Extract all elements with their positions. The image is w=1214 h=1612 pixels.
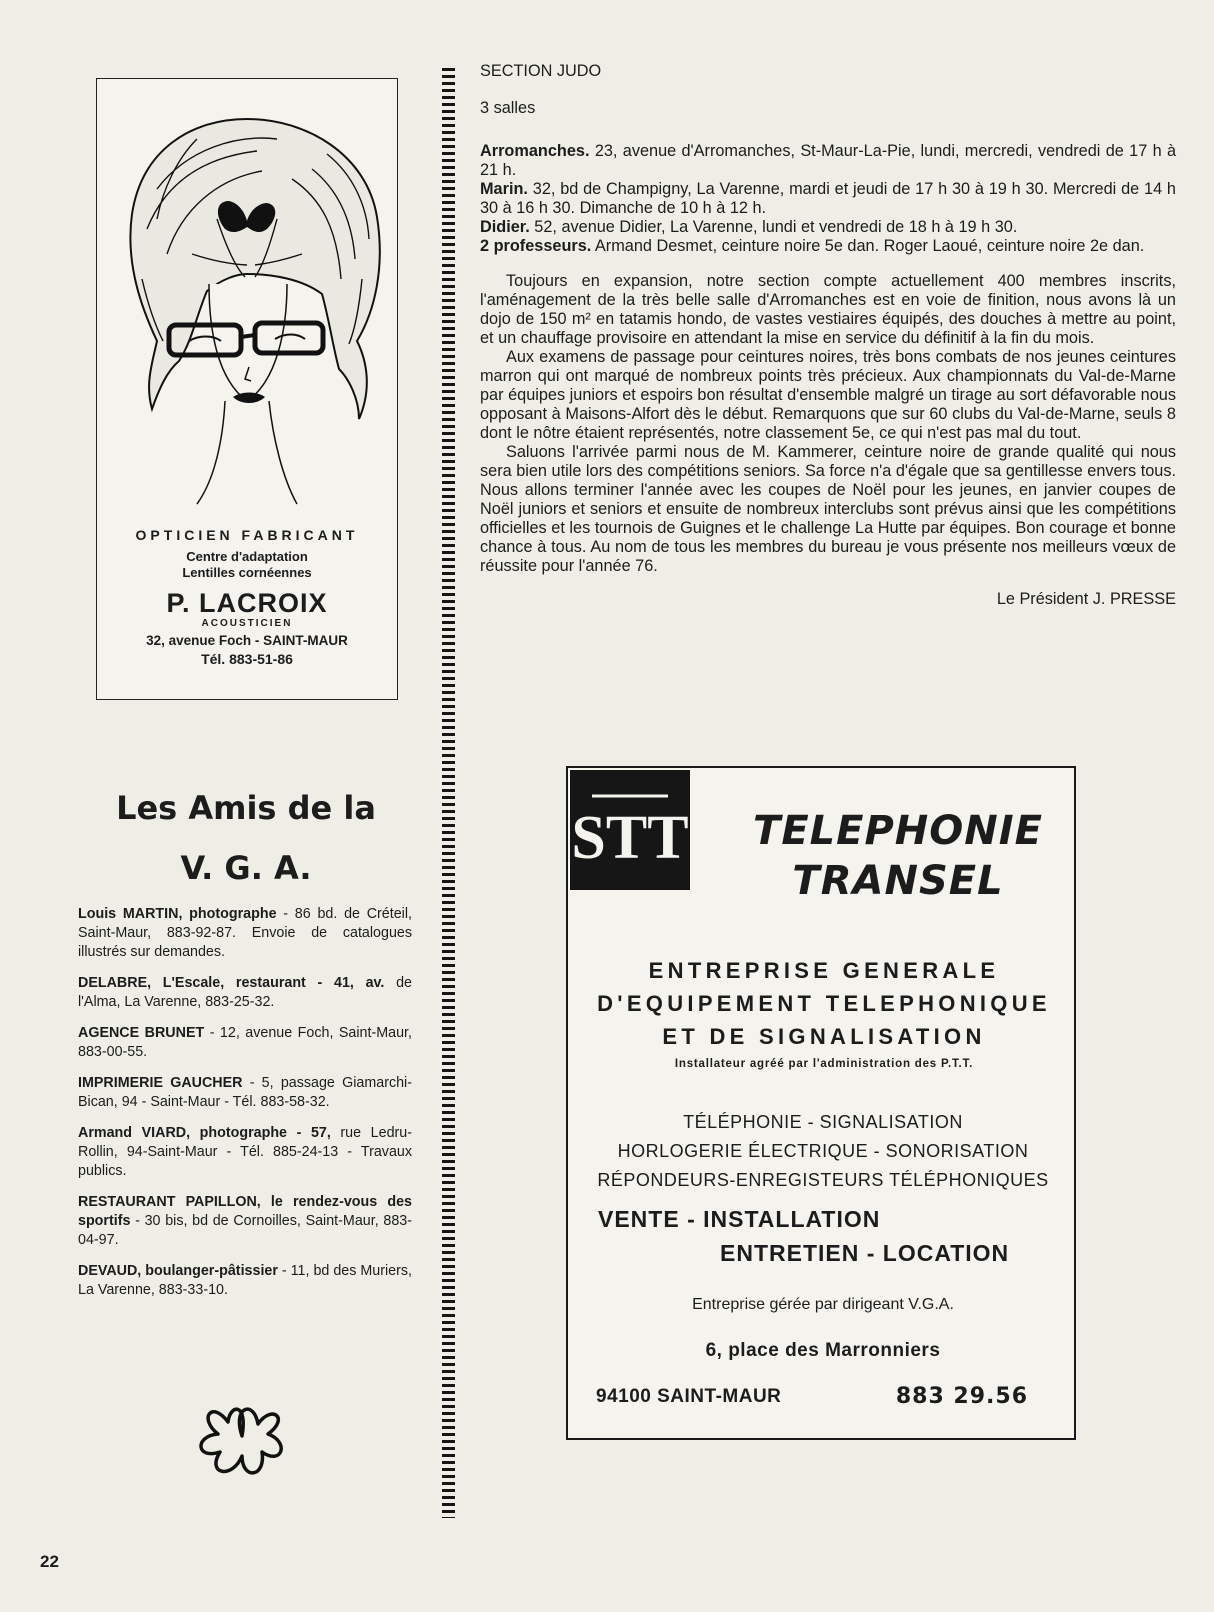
stt-city: 94100 SAINT-MAUR <box>596 1386 782 1407</box>
amis-entry <box>78 905 412 962</box>
amis-entry <box>78 1074 412 1112</box>
dashed-divider <box>442 68 455 1518</box>
stt-installateur: Installateur agréé par l'administration des P.T.T. <box>674 1058 974 1070</box>
optician-title: OPTICIEN FABRICANT <box>135 527 359 543</box>
stt-vente-line2: ENTRETIEN - LOCATION <box>720 1240 1010 1266</box>
amis-entry <box>78 1262 412 1300</box>
amis-entry-name: DELABRE, L'Escale, restaurant - 41, av. <box>78 975 385 991</box>
judo-venues <box>480 142 1176 256</box>
stt-ad <box>566 766 1076 1440</box>
amis-entry-name: Armand VIARD, photographe - 57, <box>78 1125 331 1141</box>
amis-entry-text: de l'Alma, La Varenne, 883-25-32. <box>78 975 412 1010</box>
judo-venue <box>480 180 1176 218</box>
judo-paragraphs <box>480 272 1176 576</box>
svg-text:STT: STT <box>571 804 689 872</box>
amis-entry-text: - 12, avenue Foch, Saint-Maur, 883-00-55. <box>78 1025 412 1060</box>
stt-service-line: HORLOGERIE ÉLECTRIQUE - SONORISATION <box>617 1141 1029 1161</box>
stt-logo <box>570 770 690 890</box>
judo-signature: Le Président J. PRESSE <box>996 590 1176 608</box>
stt-phone: 883 29.56 <box>895 1384 1028 1409</box>
judo-venue <box>480 218 1176 237</box>
judo-heading: SECTION JUDO <box>480 62 602 80</box>
amis-entry <box>78 1124 412 1181</box>
amis-entry-name: DEVAUD, boulanger-pâtissier <box>78 1263 278 1279</box>
judo-venue-text: Armand Desmet, ceinture noire 5e dan. Roger Laoué, ceinture noire 2e dan. <box>591 237 1145 255</box>
amis-title-line2: V. G. A. <box>180 849 312 887</box>
amis-title <box>60 782 432 894</box>
judo-paragraph: Saluons l'arrivée parmi nous de M. Kammerer, ceinture noire de grande qualité qui nous sera bien utile lors des compétitions seniors. Sa force n'a d'égale que sa gentillesse envers tous. Nous allons terminer l'année avec les coupes de Noël pour les jeunes, en janvier coupes de Noël juniors et seniors et ensuite de nombreux interclubs sont prévus ainsi que les compétitions officielles et les tournois de Guignes et le challenge La Hutte par équipes. Bon courage et bonne chance à tous. Au nom de tous les membres du bureau je vous présente nos meilleurs vœux de réussite pour l'année 76. <box>480 443 1176 575</box>
optician-name: P. LACROIX <box>166 588 328 618</box>
stt-geree: Entreprise gérée par dirigeant V.G.A. <box>692 1296 954 1313</box>
stt-services <box>578 1108 1068 1195</box>
judo-venue-name: Marin. <box>480 180 528 198</box>
stt-entreprise-line: ENTREPRISE GENERALE <box>648 958 1000 983</box>
judo-salles: 3 salles <box>480 99 536 117</box>
stt-title-line1: TELEPHONIE <box>753 808 1043 854</box>
stt-vente-line1: VENTE - INSTALLATION <box>598 1206 881 1232</box>
judo-section <box>480 62 1176 609</box>
judo-venue-name: Arromanches. <box>480 142 590 160</box>
amis-entry-name: AGENCE BRUNET <box>78 1025 205 1041</box>
amis-entry-name: IMPRIMERIE GAUCHER <box>78 1075 243 1091</box>
stt-title-line2: TRANSEL <box>792 858 1004 904</box>
page-number: 22 <box>40 1552 59 1571</box>
amis-list <box>78 905 412 1312</box>
judo-venue-text: 23, avenue d'Arromanches, St-Maur-La-Pie, lundi, mercredi, vendredi de 17 h à 21 h. <box>480 142 1176 179</box>
amis-entry-text: - 86 bd. de Créteil, Saint-Maur, 883-92-87. Envoie de catalogues illustrés sur demandes. <box>78 906 412 960</box>
judo-venue <box>480 142 1176 180</box>
optician-role: ACOUSTICIEN <box>201 618 293 629</box>
amis-entry <box>78 1024 412 1062</box>
judo-venue-text: 52, avenue Didier, La Varenne, lundi et vendredi de 18 h à 19 h 30. <box>529 218 1018 236</box>
stt-entreprise-line: D'EQUIPEMENT TELEPHONIQUE <box>597 991 1051 1016</box>
optician-line2: Lentilles cornéennes <box>182 565 312 580</box>
amis-entry-text: - 5, passage Giamarchi-Bican, 94 - Saint-Maur - Tél. 883-58-32. <box>78 1075 412 1110</box>
optician-phone: Tél. 883-51-86 <box>201 651 293 667</box>
stt-entreprise-line: ET DE SIGNALISATION <box>662 1024 986 1049</box>
optician-address: 32, avenue Foch - SAINT-MAUR <box>146 633 348 648</box>
amis-entry-text: - 11, bd des Muriers, La Varenne, 883-33-10. <box>78 1263 412 1298</box>
amis-entry-text: rue Ledru-Rollin, 94-Saint-Maur - Tél. 885-24-13 - Travaux publics. <box>78 1125 412 1179</box>
optician-ad <box>96 78 398 700</box>
judo-venue-text: 32, bd de Champigny, La Varenne, mardi et jeudi de 17 h 30 à 19 h 30. Mercredi de 14 h 30 à 16 h 30. Dimanche de 10 h à 12 h. <box>480 180 1176 217</box>
judo-paragraph: Toujours en expansion, notre section compte actuellement 400 membres inscrits, l'aménagement de la très belle salle d'Arromanches est en voie de finition, nous avons là un dojo de 150 m² en tatamis hondo, de vastes vestiaires équipés, des douches à mettre au point, et un chauffage provisoire en attendant la mise en service du définitif à la fin du mois. <box>480 272 1176 347</box>
amis-entry-text: - 30 bis, bd de Cornoilles, Saint-Maur, 883-04-97. <box>78 1213 412 1248</box>
stt-entreprise <box>596 954 1052 1053</box>
woman-illustration <box>97 79 397 519</box>
judo-venue <box>480 237 1176 256</box>
flower-icon <box>192 1396 292 1486</box>
amis-title-line1: Les Amis de la <box>116 789 376 827</box>
stt-service-line: RÉPONDEURS-ENREGISTEURS TÉLÉPHONIQUES <box>597 1170 1049 1190</box>
judo-venue-name: 2 professeurs. <box>480 237 592 255</box>
stt-logo-icon <box>570 770 690 890</box>
optician-line1: Centre d'adaptation <box>186 549 308 564</box>
stt-vente <box>598 1202 1058 1270</box>
stt-title <box>738 806 1058 906</box>
stt-service-line: TÉLÉPHONIE - SIGNALISATION <box>683 1112 963 1132</box>
amis-entry <box>78 974 412 1012</box>
amis-entry-name: RESTAURANT PAPILLON, le rendez-vous des sportifs <box>78 1194 412 1229</box>
stt-address: 6, place des Marronniers <box>705 1340 941 1361</box>
judo-venue-name: Didier. <box>480 218 530 236</box>
amis-entry-name: Louis MARTIN, photographe <box>78 906 277 922</box>
judo-paragraph: Aux examens de passage pour ceintures noires, très bons combats de nos jeunes ceintures marron qui ont marqué de nombreux points très précieux. Aux championnats du Val-de-Marne par équipes juniors et espoirs bon résultat d'ensemble malgré un tirage au sort défavorable nous opposant à Maisons-Alfort dès le début. Remarquons que sur 60 clubs du Val-de-Marne, seuls 8 dont le nôtre étaient représentés, notre classement 5e, ce qui n'est pas mal du tout. <box>480 348 1176 442</box>
amis-entry <box>78 1193 412 1250</box>
